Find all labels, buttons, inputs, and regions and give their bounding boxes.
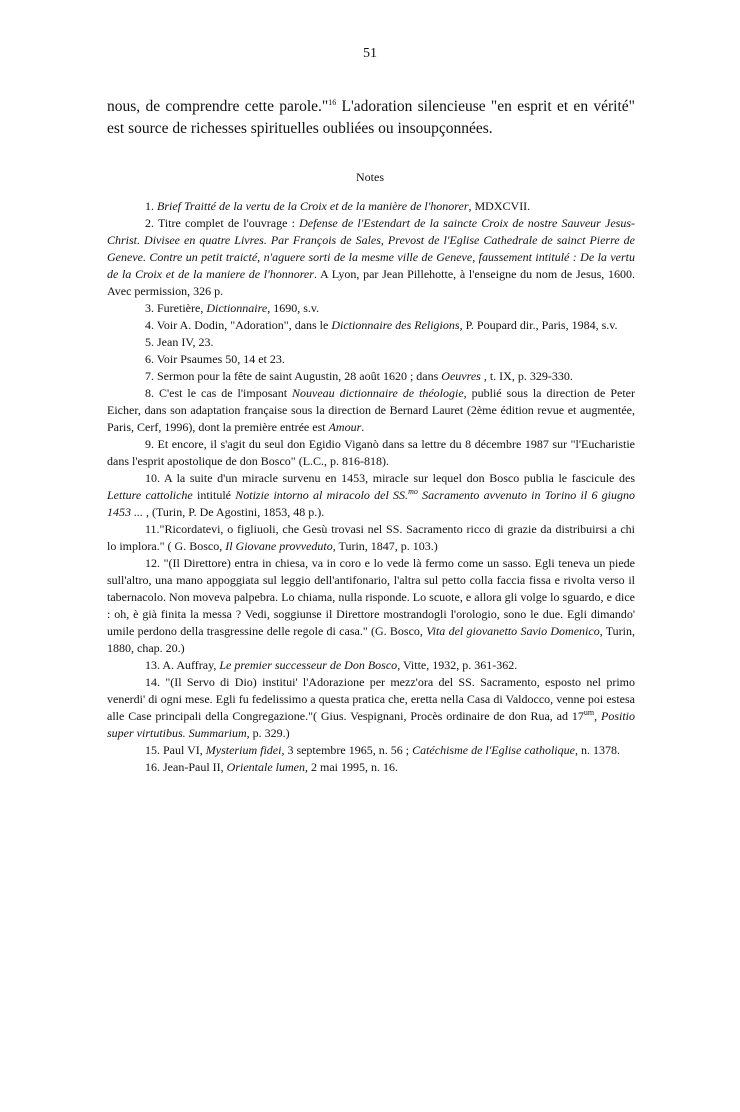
footnote-item: [107, 657, 635, 674]
footnote-italic-text: Letture cattoliche: [107, 488, 193, 502]
footnote-italic-text: Mysterium fidei: [205, 743, 282, 757]
footnote-text: , P. Poupard dir., Paris, 1984, s.v.: [459, 318, 618, 332]
footnote-item: [107, 300, 635, 317]
footnote-item: [107, 436, 635, 470]
footnote-item: [107, 215, 635, 300]
footnote-italic-text: Defense de l'Estendart de la saincte Croix de nostre Sauveur Jesus-Christ. Divisee en quatre Livres. Par François de Sales, Prevost de l'Eglise Cathedrale de sainct Pierre de Geneve. Contre un petit traicté, n'aguere sorti de la mesme ville de Geneve, faussement intitulé : De la vertu de la Croix et de la maniere de l'honnorer: [107, 216, 635, 281]
footnote-item: [107, 555, 635, 657]
footnote-item: [107, 368, 635, 385]
footnote-text: 3. Furetière,: [145, 301, 207, 315]
footnote-text: . A Lyon, par Jean Pillehotte, à l'enseigne du nom de Jesus, 1600. Avec permission, 326 p.: [107, 267, 635, 298]
footnote-item: [107, 521, 635, 555]
footnote-text: 4. Voir A. Dodin, "Adoration", dans le: [145, 318, 332, 332]
footnote-text: 15. Paul VI,: [145, 743, 206, 757]
footnote-italic-text: Nouveau dictionnaire de théologie: [291, 386, 464, 400]
footnote-text: 10. A la suite d'un miracle survenu en 1453, miracle sur lequel don Bosco publia le fascicule des: [145, 471, 635, 485]
footnote-text: , p. 329.): [246, 726, 290, 740]
footnote-italic-text: Oeuvres: [441, 369, 481, 383]
footnote-item: [107, 385, 635, 436]
footnote-reference: 16: [328, 97, 337, 107]
footnote-text: , Turin, 1847, p. 103.): [332, 539, 438, 553]
footnote-text: 7. Sermon pour la fête de saint Augustin, 28 août 1620 ; dans: [145, 369, 442, 383]
footnote-text: um: [583, 708, 595, 717]
footnote-item: [107, 674, 635, 742]
footnote-text: 11."Ricordatevi, o figliuoli, che Gesù trovasi nel SS. Sacramento ricco di grazie da distribuirsi a chi lo implora." ( G. Bosco,: [107, 522, 635, 553]
footnote-text: 13. A. Auffray,: [145, 658, 220, 672]
footnote-text: 16. Jean-Paul II,: [145, 760, 227, 774]
footnote-italic-text: Dictionnaire: [206, 301, 268, 315]
footnote-italic-text: Orientale lumen: [226, 760, 305, 774]
footnote-item: [107, 317, 635, 334]
footnote-italic-text: Positio super virtutibus. Summarium: [107, 709, 635, 740]
footnote-text: , MDXCVII.: [468, 199, 531, 213]
footnote-text: , n. 1378.: [574, 743, 620, 757]
intro-text-after: L'adoration silencieuse "en esprit et en vérité" est source de richesses spirituelles oubliées ou insoupçonnées.: [107, 98, 635, 137]
footnote-italic-text: Notizie intorno al miracolo del SS.: [235, 488, 409, 502]
footnote-item: [107, 759, 635, 776]
footnote-italic-text: Le premier successeur de Don Bosco: [219, 658, 398, 672]
intro-paragraph: [107, 96, 635, 140]
footnote-italic-text: Dictionnaire des Religions: [331, 318, 460, 332]
footnote-italic-text: Amour: [328, 420, 362, 434]
footnote-text: , Turin, 1880, chap. 20.): [107, 624, 635, 655]
notes-list: [107, 198, 635, 776]
footnote-item: [107, 334, 635, 351]
footnote-italic-text: mo: [408, 487, 418, 496]
footnote-italic-text: Catéchisme de l'Eglise catholique: [412, 743, 575, 757]
notes-heading: Notes: [356, 170, 384, 184]
footnote-text: , publié sous la direction de Peter Eicher, dans son adaptation française sous la direction de Bernard Lauret (2ème édition revue et augmentée, Paris, Cerf, 1996), dont la première entrée est: [107, 386, 635, 434]
footnote-text: , (Turin, P. De Agostini, 1853, 48 p.).: [143, 505, 325, 519]
footnote-text: 14. "(Il Servo di Dio) institui' l'Adorazione per mezz'ora del SS. Sacramento, esposto nel primo venerdi' di ogni mese. Egli fu fedelissimo a questa pratica che, eretta nella Casa di Valdocco, venne poi estesa alle Case principali della Congregazione."( Gius. Vespignani, Procès ordinaire de don Rua, ad 17: [107, 675, 635, 723]
footnote-text: , 2 mai 1995, n. 16.: [304, 760, 398, 774]
footnote-text: 12. "(Il Direttore) entra in chiesa, va in coro e lo vede là fermo come un sasso. Egli teneva un piede sull'altro, una mano appoggiata sul leggio dell'antifonario, l'altra sul petto colla faccia fissa e rivolta verso il tabernacolo. Non moveva palpebra. Lo chiama, nulla risponde. Lo scuote, e allora gli volge lo sguardo, e dice : oh, è già finita la messa ? Vedi, soggiunse il Direttore mostrandogli l'orologio, sono le due. Egli dimando' umile perdono della trasgressine delle regole di casa." (G. Bosco,: [107, 556, 635, 638]
footnote-text: .: [361, 420, 365, 434]
footnote-text: , Vitte, 1932, p. 361-362.: [397, 658, 518, 672]
footnote-text: 1.: [145, 199, 157, 213]
footnote-text: 6. Voir Psaumes 50, 14 et 23.: [145, 352, 285, 366]
footnote-text: 2. Titre complet de l'ouvrage :: [145, 216, 300, 230]
footnote-text: 8. C'est le cas de l'imposant: [145, 386, 292, 400]
footnote-text: 5. Jean IV, 23.: [145, 335, 214, 349]
footnote-text: , t. IX, p. 329-330.: [480, 369, 573, 383]
footnote-italic-text: Brief Traitté de la vertu de la Croix et de la manière de l'honorer: [157, 199, 469, 213]
footnote-italic-text: Vita del giovanetto Savio Domenico: [426, 624, 600, 638]
footnote-text: 9. Et encore, il s'agit du seul don Egidio Viganò dans sa lettre du 8 décembre 1987 sur "l'Eucharistie dans l'esprit apostolique de don Bosco" (L.C., p. 816-818).: [107, 437, 635, 468]
footnote-text: ,: [594, 709, 601, 723]
footnote-text: , 1690, s.v.: [267, 301, 320, 315]
footnote-item: [107, 470, 635, 521]
page-number: 51: [363, 46, 377, 61]
footnote-item: [107, 351, 635, 368]
footnote-italic-text: Sacramento avvenuto in Torino il 6 giugno 1453 ...: [107, 488, 636, 519]
footnote-text: intitulé: [192, 488, 236, 502]
intro-text-before: nous, de comprendre cette parole.": [107, 98, 329, 115]
footnote-italic-text: Il Giovane provveduto: [225, 539, 333, 553]
footnote-item: [107, 198, 635, 215]
footnote-text: , 3 septembre 1965, n. 56 ;: [281, 743, 413, 757]
footnote-item: [107, 742, 635, 759]
